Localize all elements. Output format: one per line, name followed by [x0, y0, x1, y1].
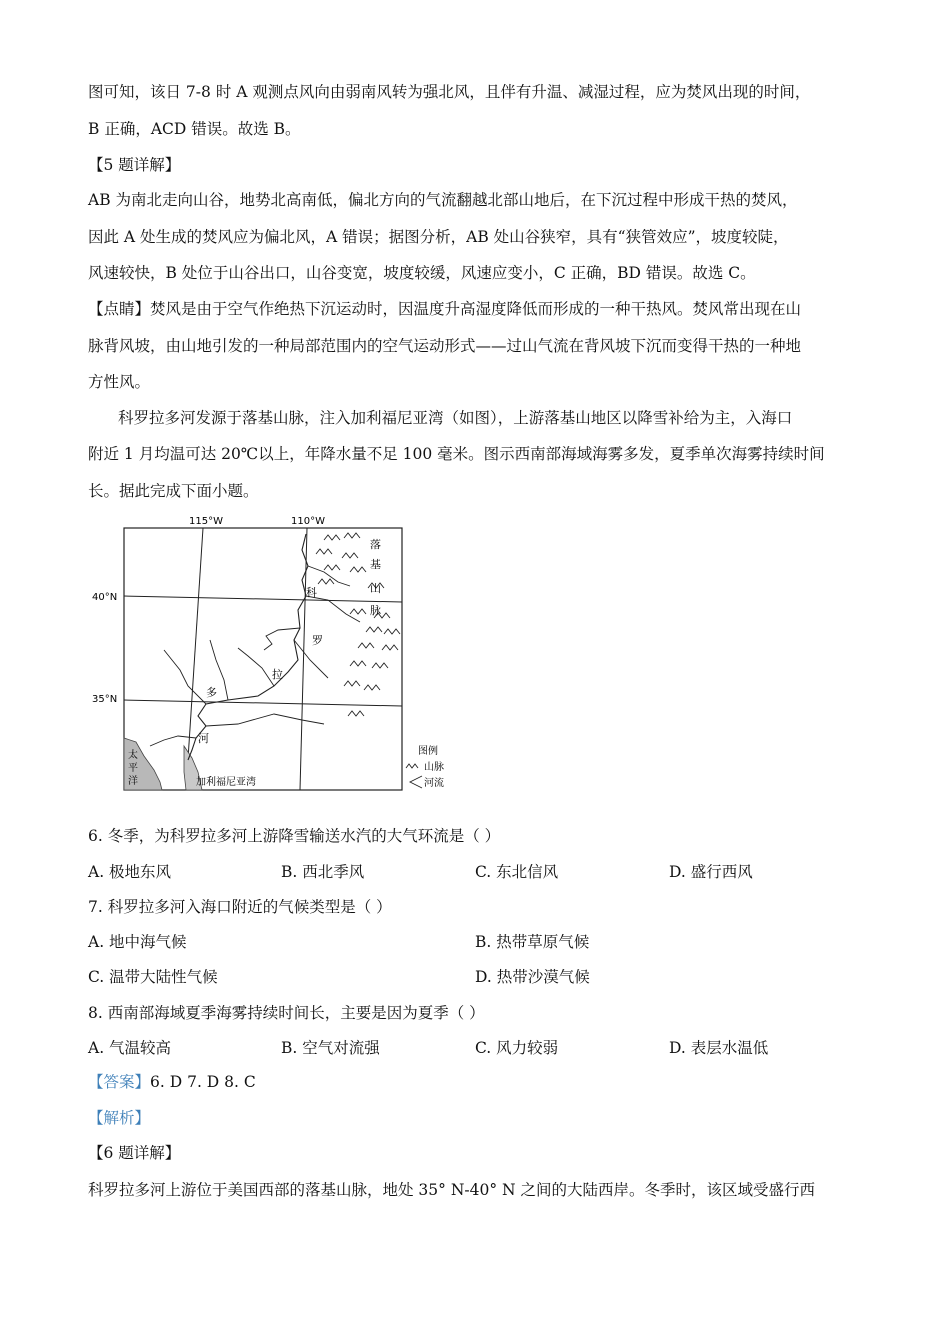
tributary — [238, 648, 274, 686]
answer-line — [88, 1072, 862, 1092]
section-heading: 【6 题详解】 — [88, 1144, 181, 1162]
legend-mountain-icon — [406, 764, 418, 768]
legend-river-icon — [410, 776, 422, 788]
lon-label: 110°W — [291, 516, 325, 527]
lat-label: 35°N — [92, 694, 118, 705]
lat-label: 40°N — [92, 592, 118, 603]
option: B. 西北季风 — [281, 863, 365, 881]
gulf-label: 加利福尼亚湾 — [196, 777, 256, 788]
paragraph-line: 长。据此完成下面小题。 — [88, 482, 259, 500]
parallel-35n — [124, 700, 402, 706]
mountain-symbols — [316, 533, 400, 716]
option: D. 盛行西风 — [669, 863, 753, 881]
river-char: 河 — [198, 732, 209, 745]
paragraph-line: 附近 1 月均温可达 20℃以上，年降水量不足 100 毫米。图示西南部海域海雾多发，夏季单次海雾持续时间 — [88, 445, 825, 463]
tributary — [308, 566, 350, 586]
analysis-label: 【解析】 — [88, 1109, 151, 1127]
meridian-115w — [186, 528, 203, 790]
option: A. 极地东风 — [88, 863, 172, 881]
colorado-river-map — [88, 510, 468, 800]
river-char: 科 — [306, 586, 317, 599]
paragraph-line: 脉背风坡，由山地引发的一种局部范围内的空气运动形式——过山气流在背风坡下沉而变得干热的一种地 — [88, 337, 802, 355]
option: B. 空气对流强 — [281, 1039, 380, 1057]
option: C. 温带大陆性气候 — [88, 968, 218, 986]
paragraph-line: 科罗拉多河发源于落基山脉，注入加利福尼亚湾（如图），上游落基山地区以降雪补给为主，入海口 — [118, 409, 793, 427]
option: D. 表层水温低 — [669, 1039, 769, 1057]
river-char: 多 — [206, 686, 217, 699]
option: D. 热带沙漠气候 — [475, 968, 590, 986]
lon-label: 115°W — [189, 516, 223, 527]
option: A. 地中海气候 — [88, 933, 187, 951]
answer-text: 6. D 7. D 8. C — [150, 1073, 256, 1091]
parallel-40n — [124, 596, 402, 602]
option: C. 风力较弱 — [475, 1039, 559, 1057]
question-8: 8. 西南部海域夏季海雾持续时间长，主要是因为夏季（ ） — [88, 1004, 485, 1022]
river-char: 拉 — [272, 668, 283, 681]
river-char: 罗 — [312, 634, 323, 647]
paragraph-line: 图可知，该日 7-8 时 A 观测点风向由弱南风转为强北风，且伴有升温、减湿过程，应为焚风出现的时间， — [88, 83, 811, 101]
mountain-char: 脉 — [370, 604, 381, 617]
paragraph-line: 风速较快，B 处位于山谷出口，山谷变宽，坡度较缓，风速应变小，C 正确，BD 错误。故选 C。 — [88, 264, 756, 282]
ocean-char: 太 — [128, 750, 138, 761]
tributary — [206, 714, 324, 726]
paragraph-line: 【点睛】焚风是由于空气作绝热下沉运动时，因温度升高湿度降低而形成的一种干热风。焚风常出现在山 — [88, 300, 802, 318]
question-6: 6. 冬季，为科罗拉多河上游降雪输送水汽的大气环流是（ ） — [88, 827, 501, 845]
meridian-110w — [300, 528, 307, 790]
mountain-char: 落 — [370, 538, 381, 551]
map-frame — [124, 528, 402, 790]
option: C. 东北信风 — [475, 863, 559, 881]
paragraph-line: 方性风。 — [88, 373, 151, 391]
mountain-char: 山 — [370, 582, 381, 595]
ocean-char: 洋 — [128, 776, 138, 787]
tributary — [164, 650, 206, 704]
legend-mountain-label: 山脉 — [424, 762, 444, 773]
answer-label: 【答案】 — [88, 1073, 151, 1091]
paragraph-line: B 正确，ACD 错误。故选 B。 — [88, 120, 301, 138]
option: A. 气温较高 — [88, 1039, 172, 1057]
colorado-river — [188, 534, 308, 760]
ocean-char: 平 — [128, 763, 138, 774]
legend-title: 图例 — [418, 746, 438, 757]
paragraph-line: AB 为南北走向山谷，地势北高南低，偏北方向的气流翻越北部山地后，在下沉过程中形成干热的焚风， — [88, 191, 798, 209]
mountain-char: 基 — [370, 558, 381, 571]
paragraph-line: 科罗拉多河上游位于美国西部的落基山脉，地处 35° N-40° N 之间的大陆西岸。冬季时，该区域受盛行西 — [88, 1181, 816, 1199]
paragraph-line: 因此 A 处生成的焚风应为偏北风，A 错误；据图分析，AB 处山谷狭窄，具有“狭管效应”，坡度较陡， — [88, 228, 789, 246]
section-heading: 【5 题详解】 — [88, 156, 181, 174]
question-7: 7. 科罗拉多河入海口附近的气候类型是（ ） — [88, 898, 392, 916]
legend-river-label: 河流 — [424, 778, 444, 789]
option: B. 热带草原气候 — [475, 933, 590, 951]
